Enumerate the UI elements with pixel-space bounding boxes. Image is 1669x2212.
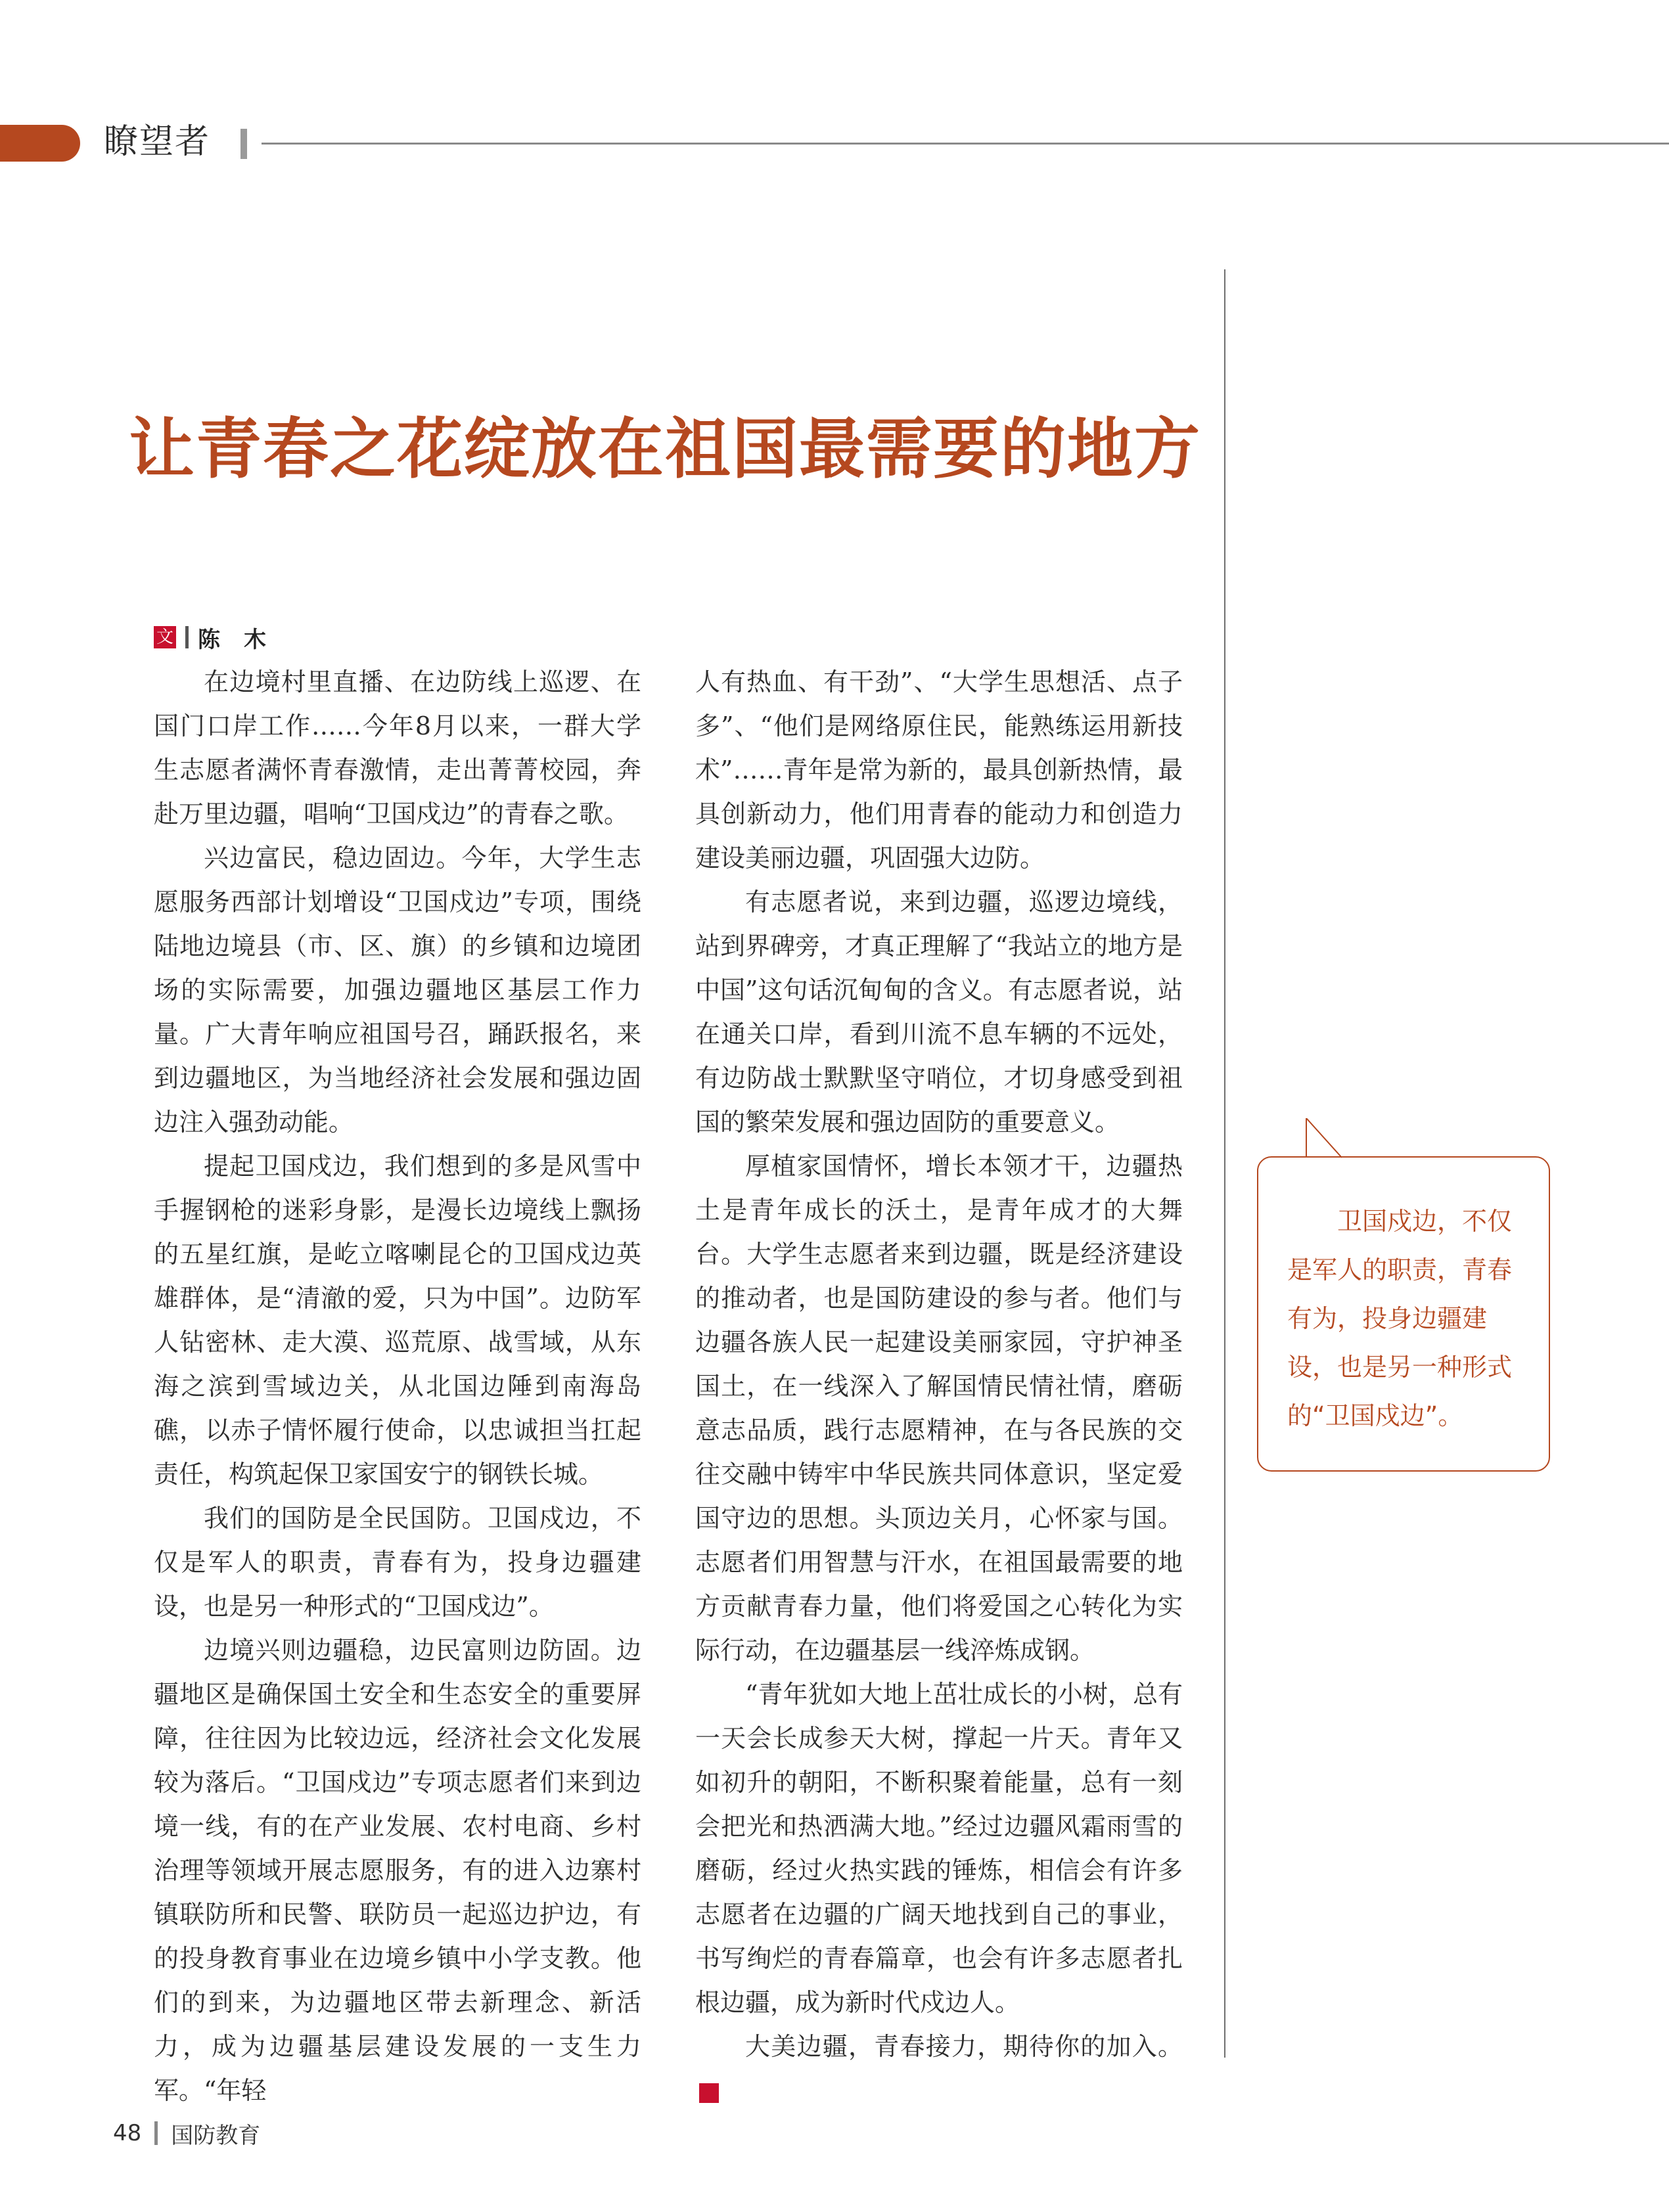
paragraph: 有志愿者说，来到边疆，巡逻边境线，站到界碑旁，才真正理解了“我站立的地方是中国”这句话沉甸甸的含义。有志愿者说，站在通关口岸，看到川流不息车辆的不远处，有边防战士默默坚守哨位，才切身感受到祖国的繁荣发展和强边固防的重要意义。	[695, 888, 1183, 1137]
closing-text: 大美边疆，青春接力，期待你的加入。	[745, 2032, 1183, 2061]
section-tab-marker	[0, 125, 80, 162]
section-title: 瞭望者	[104, 122, 211, 162]
article-title: 让青春之花绽放在祖国最需要的地方	[129, 411, 1201, 487]
paragraph: “青年犹如大地上茁壮成长的小树，总有一天会长成参天大树，撑起一片天。青年又如初升的朝阳，不断积聚着能量，总有一刻会把光和热洒满大地。”经过边疆风霜雨雪的磨砺，经过火热实践的锤炼，相信会有许多志愿者在边疆的广阔天地找到自己的事业，书写绚烂的青春篇章，也会有许多志愿者扎根边疆，成为新时代戍边人。	[695, 1680, 1183, 2017]
pullquote-tail	[1305, 1118, 1344, 1159]
column-divider-rule	[1224, 269, 1225, 2058]
pullquote-box	[1257, 1156, 1550, 1472]
byline-divider	[185, 626, 189, 648]
paragraph: 提起卫国戍边，我们想到的多是风雪中手握钢枪的迷彩身影，是漫长边境线上飘扬的五星红旗，是屹立喀喇昆仑的卫国戍边英雄群体，是“清澈的爱，只为中国”。边防军人钻密林、走大漠、巡荒原、战雪域，从东海之滨到雪域边关，从北国边陲到南海岛礁，以赤子情怀履行使命，以忠诚担当扛起责任，构筑起保卫家国安宁的钢铁长城。	[154, 1152, 641, 1489]
byline	[154, 624, 290, 653]
header-rule	[262, 143, 1669, 145]
paragraph: 厚植家国情怀，增长本领才干，边疆热土是青年成长的沃土，是青年成才的大舞台。大学生志愿者来到边疆，既是经济建设的推动者，也是国防建设的参与者。他们与边疆各族人民一起建设美丽家园，守护神圣国土，在一线深入了解国情民情社情，磨砺意志品质，践行志愿精神，在与各民族的交往交融中铸牢中华民族共同体意识，坚定爱国守边的思想。头顶边关月，心怀家与国。志愿者们用智慧与汗水，在祖国最需要的地方贡献青春力量，他们将爱国之心转化为实际行动，在边疆基层一线淬炼成钢。	[695, 1152, 1183, 1665]
closing-paragraph	[695, 2025, 1183, 2113]
paragraph: 我们的国防是全民国防。卫国戍边，不仅是军人的职责，青春有为，投身边疆建设，也是另一种形式的“卫国戍边”。	[154, 1504, 641, 1621]
author-tag-icon: 文	[154, 626, 176, 648]
paragraph: 兴边富民，稳边固边。今年，大学生志愿服务西部计划增设“卫国戍边”专项，围绕陆地边境县（市、区、旗）的乡镇和边境团场的实际需要，加强边疆地区基层工作力量。广大青年响应祖国号召，踊跃报名，来到边疆地区，为当地经济社会发展和强边固边注入强劲动能。	[154, 844, 641, 1137]
end-mark-icon: G	[699, 2083, 719, 2103]
pullquote-text: 卫国戍边，不仅是军人的职责，青春有为，投身边疆建设，也是另一种形式的“卫国戍边”。	[1287, 1207, 1513, 1430]
paragraph: 边境兴则边疆稳，边民富则边防固。边疆地区是确保国土安全和生态安全的重要屏障，往往因为比较边远，经济社会文化发展较为落后。“卫国戍边”专项志愿者们来到边境一线，有的在产业发展、农村电商、乡村治理等领域开展志愿服务，有的进入边寨村镇联防所和民警、联防员一起巡边护边，有的投身教育事业在边境乡镇中小学支教。他们的到来，为边疆地区带去新理念、新活力，成为边疆基层建设发展的一支生力军。“年轻	[154, 1636, 641, 2105]
page-number: 48	[113, 2120, 142, 2146]
author-name: 陈木	[198, 626, 290, 653]
article-column-left	[154, 660, 641, 2113]
page-footer	[113, 2117, 260, 2150]
footer-divider	[154, 2121, 158, 2145]
magazine-name: 国防教育	[171, 2122, 261, 2149]
paragraph: 在边境村里直播、在边防线上巡逻、在国门口岸工作……今年8月以来，一群大学生志愿者满怀青春激情，走出菁菁校园，奔赴万里边疆，唱响“卫国戍边”的青春之歌。	[154, 667, 641, 828]
article-column-right	[695, 660, 1183, 2113]
section-divider-bar	[240, 129, 247, 159]
paragraph-continued: 人有热血、有干劲”、“大学生思想活、点子多”、“他们是网络原住民，能熟练运用新技术”……青年是常为新的，最具创新热情，最具创新动力，他们用青春的能动力和创造力建设美丽边疆，巩固强大边防。	[695, 667, 1183, 872]
